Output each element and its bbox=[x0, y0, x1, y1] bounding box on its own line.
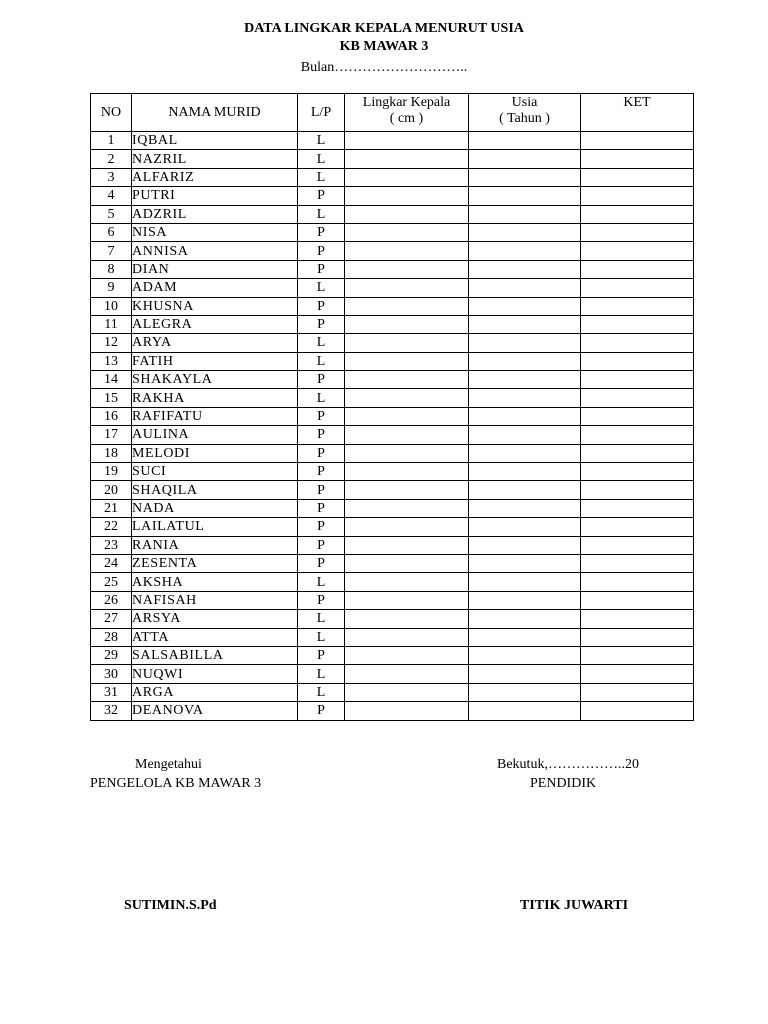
head-circumference-cell bbox=[345, 536, 469, 554]
age-cell bbox=[469, 260, 581, 278]
row-number-cell: 24 bbox=[91, 554, 132, 572]
head-circumference-cell bbox=[345, 132, 469, 150]
head-circumference-cell bbox=[345, 242, 469, 260]
student-name-cell: ALEGRA bbox=[132, 315, 298, 333]
head-circumference-cell bbox=[345, 205, 469, 223]
head-circumference-cell bbox=[345, 279, 469, 297]
table-row bbox=[91, 554, 694, 572]
table-row bbox=[91, 610, 694, 628]
row-number-cell: 16 bbox=[91, 407, 132, 425]
student-name-cell: ARGA bbox=[132, 683, 298, 701]
gender-cell: P bbox=[298, 426, 345, 444]
table-row bbox=[91, 444, 694, 462]
gender-cell: L bbox=[298, 573, 345, 591]
head-circumference-cell bbox=[345, 426, 469, 444]
notes-cell bbox=[581, 628, 694, 646]
notes-cell bbox=[581, 389, 694, 407]
age-cell bbox=[469, 297, 581, 315]
gender-cell: P bbox=[298, 518, 345, 536]
notes-cell bbox=[581, 536, 694, 554]
row-number-cell: 18 bbox=[91, 444, 132, 462]
student-name-cell: ADZRIL bbox=[132, 205, 298, 223]
head-circumference-cell bbox=[345, 223, 469, 241]
age-cell bbox=[469, 426, 581, 444]
gender-cell: P bbox=[298, 481, 345, 499]
notes-cell bbox=[581, 132, 694, 150]
row-number-cell: 3 bbox=[91, 168, 132, 186]
head-circumference-cell bbox=[345, 702, 469, 720]
table-row bbox=[91, 279, 694, 297]
gender-cell: L bbox=[298, 279, 345, 297]
notes-cell bbox=[581, 683, 694, 701]
student-name-cell: DIAN bbox=[132, 260, 298, 278]
student-name-cell: DEANOVA bbox=[132, 702, 298, 720]
gender-cell: P bbox=[298, 444, 345, 462]
student-name-cell: NISA bbox=[132, 223, 298, 241]
notes-cell bbox=[581, 371, 694, 389]
table-row bbox=[91, 536, 694, 554]
notes-cell bbox=[581, 260, 694, 278]
table-row bbox=[91, 646, 694, 664]
table-row bbox=[91, 407, 694, 425]
right-signature-name: TITIK JUWARTI bbox=[520, 898, 629, 913]
notes-cell bbox=[581, 610, 694, 628]
row-number-cell: 20 bbox=[91, 481, 132, 499]
notes-cell bbox=[581, 591, 694, 609]
right-signature-place-date: Bekutuk,……………..20 bbox=[497, 757, 639, 772]
gender-cell: L bbox=[298, 352, 345, 370]
student-name-cell: ATTA bbox=[132, 628, 298, 646]
notes-cell bbox=[581, 168, 694, 186]
row-number-cell: 30 bbox=[91, 665, 132, 683]
head-circumference-cell bbox=[345, 444, 469, 462]
gender-cell: P bbox=[298, 463, 345, 481]
gender-cell: P bbox=[298, 371, 345, 389]
age-cell bbox=[469, 389, 581, 407]
student-name-cell: NAZRIL bbox=[132, 150, 298, 168]
age-cell bbox=[469, 187, 581, 205]
head-circumference-cell bbox=[345, 260, 469, 278]
notes-cell bbox=[581, 573, 694, 591]
gender-cell: L bbox=[298, 628, 345, 646]
age-cell bbox=[469, 518, 581, 536]
column-header-nama: NAMA MURID bbox=[132, 94, 298, 132]
row-number-cell: 14 bbox=[91, 371, 132, 389]
table-row bbox=[91, 499, 694, 517]
row-number-cell: 17 bbox=[91, 426, 132, 444]
head-circumference-cell bbox=[345, 352, 469, 370]
table-row bbox=[91, 518, 694, 536]
left-signature-role: PENGELOLA KB MAWAR 3 bbox=[90, 776, 262, 791]
age-cell bbox=[469, 407, 581, 425]
column-header-lingkar-unit: ( cm ) bbox=[389, 111, 424, 126]
student-name-cell: IQBAL bbox=[132, 132, 298, 150]
left-signature-name: SUTIMIN.S.Pd bbox=[124, 898, 217, 913]
age-cell bbox=[469, 665, 581, 683]
row-number-cell: 31 bbox=[91, 683, 132, 701]
age-cell bbox=[469, 205, 581, 223]
table-row bbox=[91, 426, 694, 444]
table-row bbox=[91, 628, 694, 646]
age-cell bbox=[469, 591, 581, 609]
table-row bbox=[91, 223, 694, 241]
notes-cell bbox=[581, 481, 694, 499]
table-row bbox=[91, 205, 694, 223]
age-cell bbox=[469, 334, 581, 352]
table-row bbox=[91, 389, 694, 407]
student-name-cell: RAKHA bbox=[132, 389, 298, 407]
document-subtitle: KB MAWAR 3 bbox=[339, 39, 429, 54]
table-row bbox=[91, 702, 694, 720]
row-number-cell: 6 bbox=[91, 223, 132, 241]
notes-cell bbox=[581, 426, 694, 444]
student-name-cell: NAFISAH bbox=[132, 591, 298, 609]
left-signature-label: Mengetahui bbox=[135, 757, 202, 772]
student-name-cell: ANNISA bbox=[132, 242, 298, 260]
row-number-cell: 9 bbox=[91, 279, 132, 297]
age-cell bbox=[469, 463, 581, 481]
head-circumference-cell bbox=[345, 518, 469, 536]
age-cell bbox=[469, 279, 581, 297]
row-number-cell: 32 bbox=[91, 702, 132, 720]
age-cell bbox=[469, 646, 581, 664]
column-header-no: NO bbox=[91, 94, 132, 132]
student-name-cell: NADA bbox=[132, 499, 298, 517]
table-row bbox=[91, 297, 694, 315]
student-name-cell: KHUSNA bbox=[132, 297, 298, 315]
table-row bbox=[91, 463, 694, 481]
column-header-lingkar-label: Lingkar Kepala bbox=[362, 95, 451, 110]
student-name-cell: SALSABILLA bbox=[132, 646, 298, 664]
age-cell bbox=[469, 610, 581, 628]
row-number-cell: 8 bbox=[91, 260, 132, 278]
head-circumference-cell bbox=[345, 371, 469, 389]
student-name-cell: ARSYA bbox=[132, 610, 298, 628]
head-circumference-cell bbox=[345, 628, 469, 646]
gender-cell: L bbox=[298, 665, 345, 683]
notes-cell bbox=[581, 702, 694, 720]
row-number-cell: 26 bbox=[91, 591, 132, 609]
row-number-cell: 15 bbox=[91, 389, 132, 407]
head-circumference-cell bbox=[345, 499, 469, 517]
notes-cell bbox=[581, 646, 694, 664]
age-cell bbox=[469, 150, 581, 168]
table-row bbox=[91, 573, 694, 591]
head-circumference-cell bbox=[345, 187, 469, 205]
right-signature-role: PENDIDIK bbox=[530, 776, 597, 791]
notes-cell bbox=[581, 150, 694, 168]
gender-cell: L bbox=[298, 334, 345, 352]
age-cell bbox=[469, 702, 581, 720]
head-circumference-cell bbox=[345, 315, 469, 333]
gender-cell: P bbox=[298, 407, 345, 425]
head-circumference-cell bbox=[345, 573, 469, 591]
table-row bbox=[91, 260, 694, 278]
student-name-cell: RAFIFATU bbox=[132, 407, 298, 425]
gender-cell: P bbox=[298, 187, 345, 205]
table-row bbox=[91, 187, 694, 205]
gender-cell: P bbox=[298, 554, 345, 572]
student-name-cell: AKSHA bbox=[132, 573, 298, 591]
table-body bbox=[91, 132, 694, 721]
student-name-cell: NUQWI bbox=[132, 665, 298, 683]
table-row bbox=[91, 665, 694, 683]
age-cell bbox=[469, 573, 581, 591]
gender-cell: L bbox=[298, 132, 345, 150]
gender-cell: P bbox=[298, 242, 345, 260]
age-cell bbox=[469, 481, 581, 499]
gender-cell: L bbox=[298, 168, 345, 186]
row-number-cell: 23 bbox=[91, 536, 132, 554]
table-row bbox=[91, 481, 694, 499]
notes-cell bbox=[581, 463, 694, 481]
age-cell bbox=[469, 168, 581, 186]
head-circumference-cell bbox=[345, 168, 469, 186]
age-cell bbox=[469, 499, 581, 517]
notes-cell bbox=[581, 407, 694, 425]
gender-cell: P bbox=[298, 646, 345, 664]
table-row bbox=[91, 168, 694, 186]
gender-cell: P bbox=[298, 591, 345, 609]
student-name-cell: SUCI bbox=[132, 463, 298, 481]
age-cell bbox=[469, 315, 581, 333]
row-number-cell: 10 bbox=[91, 297, 132, 315]
notes-cell bbox=[581, 279, 694, 297]
head-circumference-cell bbox=[345, 481, 469, 499]
head-circumference-cell bbox=[345, 610, 469, 628]
notes-cell bbox=[581, 518, 694, 536]
notes-cell bbox=[581, 223, 694, 241]
row-number-cell: 11 bbox=[91, 315, 132, 333]
gender-cell: P bbox=[298, 260, 345, 278]
gender-cell: L bbox=[298, 205, 345, 223]
table-row bbox=[91, 352, 694, 370]
row-number-cell: 13 bbox=[91, 352, 132, 370]
gender-cell: L bbox=[298, 389, 345, 407]
age-cell bbox=[469, 132, 581, 150]
student-name-cell: ADAM bbox=[132, 279, 298, 297]
table-row bbox=[91, 242, 694, 260]
table-row bbox=[91, 315, 694, 333]
gender-cell: P bbox=[298, 297, 345, 315]
table-row bbox=[91, 683, 694, 701]
student-name-cell: PUTRI bbox=[132, 187, 298, 205]
notes-cell bbox=[581, 187, 694, 205]
row-number-cell: 4 bbox=[91, 187, 132, 205]
student-name-cell: AULINA bbox=[132, 426, 298, 444]
column-header-usia bbox=[469, 94, 581, 132]
notes-cell bbox=[581, 297, 694, 315]
student-name-cell: LAILATUL bbox=[132, 518, 298, 536]
notes-cell bbox=[581, 315, 694, 333]
age-cell bbox=[469, 536, 581, 554]
row-number-cell: 28 bbox=[91, 628, 132, 646]
head-circumference-cell bbox=[345, 554, 469, 572]
row-number-cell: 2 bbox=[91, 150, 132, 168]
row-number-cell: 12 bbox=[91, 334, 132, 352]
notes-cell bbox=[581, 334, 694, 352]
gender-cell: P bbox=[298, 223, 345, 241]
gender-cell: P bbox=[298, 536, 345, 554]
student-name-cell: SHAKAYLA bbox=[132, 371, 298, 389]
head-circumference-cell bbox=[345, 389, 469, 407]
row-number-cell: 22 bbox=[91, 518, 132, 536]
student-name-cell: SHAQILA bbox=[132, 481, 298, 499]
head-circumference-cell bbox=[345, 591, 469, 609]
table-row bbox=[91, 132, 694, 150]
student-name-cell: ALFARIZ bbox=[132, 168, 298, 186]
gender-cell: L bbox=[298, 610, 345, 628]
notes-cell bbox=[581, 499, 694, 517]
table-row bbox=[91, 150, 694, 168]
column-header-lp: L/P bbox=[298, 94, 345, 132]
age-cell bbox=[469, 223, 581, 241]
row-number-cell: 27 bbox=[91, 610, 132, 628]
document-title: DATA LINGKAR KEPALA MENURUT USIA bbox=[244, 21, 524, 36]
student-name-cell: ARYA bbox=[132, 334, 298, 352]
student-name-cell: RANIA bbox=[132, 536, 298, 554]
head-circumference-cell bbox=[345, 665, 469, 683]
head-circumference-table bbox=[90, 93, 694, 721]
notes-cell bbox=[581, 665, 694, 683]
row-number-cell: 7 bbox=[91, 242, 132, 260]
gender-cell: P bbox=[298, 315, 345, 333]
age-cell bbox=[469, 444, 581, 462]
age-cell bbox=[469, 683, 581, 701]
row-number-cell: 5 bbox=[91, 205, 132, 223]
gender-cell: P bbox=[298, 499, 345, 517]
age-cell bbox=[469, 352, 581, 370]
age-cell bbox=[469, 371, 581, 389]
student-name-cell: ZESENTA bbox=[132, 554, 298, 572]
column-header-lingkar-kepala bbox=[345, 94, 469, 132]
age-cell bbox=[469, 628, 581, 646]
notes-cell bbox=[581, 352, 694, 370]
notes-cell bbox=[581, 444, 694, 462]
table-header-row bbox=[91, 94, 694, 132]
head-circumference-cell bbox=[345, 683, 469, 701]
month-line: Bulan……………………….. bbox=[300, 60, 468, 75]
head-circumference-cell bbox=[345, 463, 469, 481]
student-name-cell: MELODI bbox=[132, 444, 298, 462]
gender-cell: L bbox=[298, 150, 345, 168]
row-number-cell: 29 bbox=[91, 646, 132, 664]
head-circumference-cell bbox=[345, 334, 469, 352]
student-name-cell: FATIH bbox=[132, 352, 298, 370]
notes-cell bbox=[581, 242, 694, 260]
row-number-cell: 25 bbox=[91, 573, 132, 591]
gender-cell: P bbox=[298, 702, 345, 720]
head-circumference-cell bbox=[345, 407, 469, 425]
column-header-usia-label: Usia bbox=[511, 95, 538, 110]
table-row bbox=[91, 334, 694, 352]
head-circumference-cell bbox=[345, 150, 469, 168]
column-header-usia-unit: ( Tahun ) bbox=[499, 111, 550, 126]
row-number-cell: 19 bbox=[91, 463, 132, 481]
head-circumference-cell bbox=[345, 646, 469, 664]
age-cell bbox=[469, 554, 581, 572]
row-number-cell: 21 bbox=[91, 499, 132, 517]
age-cell bbox=[469, 242, 581, 260]
gender-cell: L bbox=[298, 683, 345, 701]
column-header-ket: KET bbox=[581, 94, 694, 132]
notes-cell bbox=[581, 554, 694, 572]
table-row bbox=[91, 371, 694, 389]
table-row bbox=[91, 591, 694, 609]
notes-cell bbox=[581, 205, 694, 223]
head-circumference-cell bbox=[345, 297, 469, 315]
row-number-cell: 1 bbox=[91, 132, 132, 150]
